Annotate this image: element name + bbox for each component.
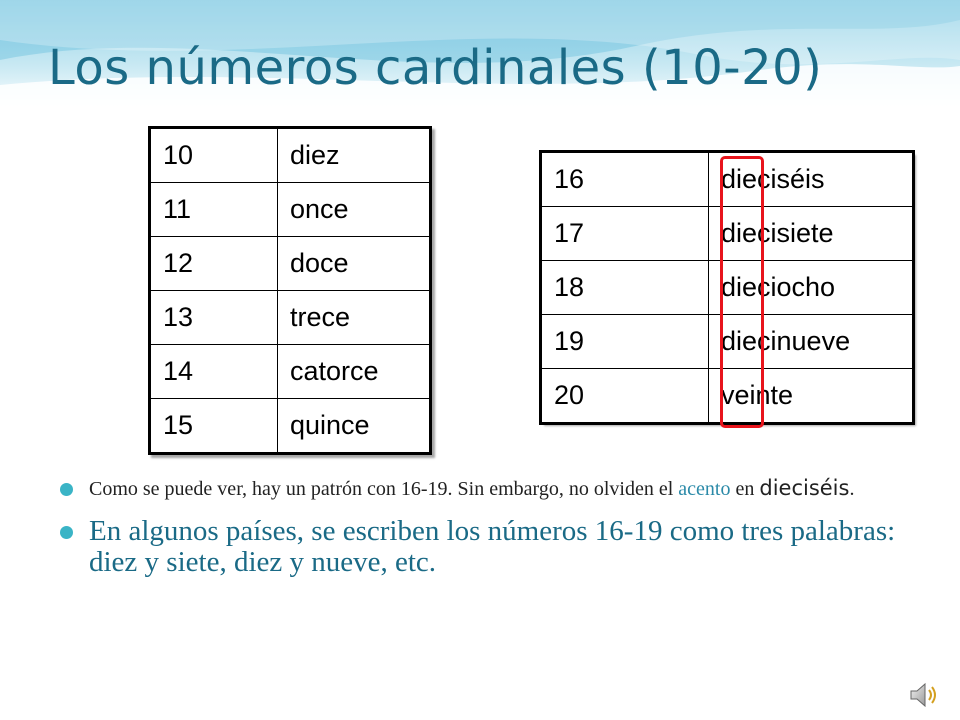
number-cell: 11 — [150, 183, 278, 237]
bullet2-text: En algunos países, se escriben los números 16-19 como tres palabras: diez y siete, diez y nueve, etc. — [89, 515, 896, 578]
red-highlight-box — [720, 156, 764, 428]
number-cell: 10 — [150, 128, 278, 183]
speaker-icon[interactable] — [908, 680, 942, 710]
word-cell: dieciocho — [709, 261, 913, 315]
word-cell: diecinueve — [709, 315, 913, 369]
bullet-dot-icon — [60, 526, 73, 539]
word-cell: diecisiete — [709, 207, 913, 261]
table-row — [150, 399, 431, 454]
word-cell: veinte — [709, 369, 913, 423]
word-cell: dieciséis — [709, 153, 913, 207]
slide-title: Los números cardinales (10-20) — [48, 40, 823, 96]
bullet1-text-2: en — [730, 478, 760, 500]
number-cell: 20 — [542, 369, 709, 423]
word-cell: quince — [278, 399, 431, 454]
numbers-table-10-15 — [148, 126, 432, 455]
bullet1-text: Como se puede ver, hay un patrón con 16-19. Sin embargo, no olviden el — [89, 478, 679, 500]
table-row — [150, 345, 431, 399]
number-cell: 18 — [542, 261, 709, 315]
number-cell: 13 — [150, 291, 278, 345]
bullet-list — [60, 474, 920, 578]
accent-word: acento — [678, 478, 731, 500]
number-cell: 15 — [150, 399, 278, 454]
table-row — [150, 183, 431, 237]
number-cell: 17 — [542, 207, 709, 261]
highlight-word: dieciséis — [759, 476, 850, 500]
table-row — [150, 128, 431, 183]
bullet1-text-3: . — [849, 478, 855, 500]
number-cell: 19 — [542, 315, 709, 369]
number-cell: 14 — [150, 345, 278, 399]
bullet-alternate-spelling — [60, 516, 920, 578]
word-cell: diez — [278, 128, 431, 183]
word-cell: trece — [278, 291, 431, 345]
word-cell: doce — [278, 237, 431, 291]
table-row — [150, 291, 431, 345]
number-cell: 16 — [542, 153, 709, 207]
bullet-pattern-note — [60, 474, 920, 504]
word-cell: catorce — [278, 345, 431, 399]
number-cell: 12 — [150, 237, 278, 291]
table-row — [150, 237, 431, 291]
word-cell: once — [278, 183, 431, 237]
bullet-dot-icon — [60, 483, 73, 496]
